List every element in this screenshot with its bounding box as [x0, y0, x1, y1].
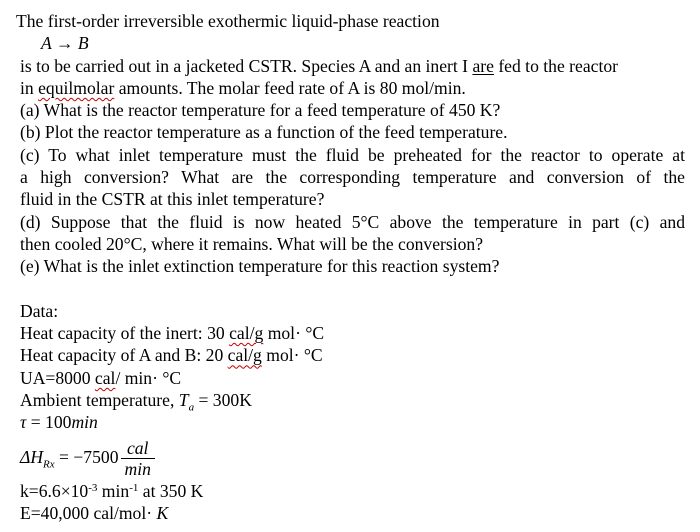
space-time: [20, 411, 685, 433]
math-unit: min: [71, 412, 98, 433]
superscript: -3: [88, 481, 98, 494]
text-segment: UA=8000: [20, 367, 95, 388]
text-segment: = 300K: [194, 390, 252, 411]
text-segment: Ambient temperature,: [20, 390, 179, 411]
text-segment: in: [20, 77, 39, 98]
description-line-2: [20, 77, 685, 99]
spellcheck-flagged-word: equilmolar: [38, 77, 115, 98]
rate-constant: [20, 480, 685, 502]
math-symbol: τ: [20, 412, 27, 433]
problem-document: [16, 10, 685, 524]
text-segment: is to be carried out in a jacketed CSTR. Species A and an inert I: [20, 55, 473, 76]
text-segment: Heat capacity of the inert: 30: [20, 323, 230, 344]
part-b: (b) Plot the reactor temperature as a function of the feed temperature.: [20, 122, 508, 143]
heat-capacity-inert: [20, 322, 685, 344]
text-segment: mol· °C: [263, 323, 325, 344]
spellcheck-flagged-word: cal: [94, 367, 116, 388]
text-segment: Heat capacity of A and B: 20: [20, 345, 228, 366]
heat-of-reaction: [20, 434, 685, 480]
math-unit: K: [156, 502, 169, 523]
text-segment: k=6.6×10: [20, 480, 89, 501]
activation-energy: [20, 502, 685, 524]
part-d-line-2: then cooled 20°C, where it remains. What will be the conversion?: [20, 233, 484, 254]
heat-capacity-ab: [20, 344, 685, 366]
reaction-equation: A → B: [41, 33, 89, 54]
text-segment: E=40,000 cal/mol·: [20, 502, 157, 523]
text-segment: fed to the reactor: [493, 55, 618, 76]
spellcheck-flagged-word: cal/g: [229, 323, 264, 344]
ua-value: [20, 367, 685, 389]
math-subscript: a: [188, 401, 195, 414]
spellcheck-flagged-word: cal/g: [227, 345, 262, 366]
data-heading: Data:: [20, 300, 59, 321]
part-c-line-3: fluid in the CSTR at this inlet temperature?: [20, 189, 325, 210]
text-segment: amounts. The molar feed rate of A is 80 mol/min.: [114, 77, 466, 98]
text-segment: = 100: [26, 412, 72, 433]
part-c-line-2: a high conversion? What are the corresponding temperature and conversion of the: [20, 167, 685, 188]
fraction: [121, 438, 155, 479]
math-subscript: Rx: [43, 458, 55, 471]
superscript: -1: [129, 481, 139, 494]
part-e: (e) What is the inlet extinction temperature for this reaction system?: [20, 256, 500, 277]
description-line-1: [20, 55, 685, 77]
spacer: [20, 278, 685, 300]
math-symbol: T: [178, 390, 189, 411]
text-segment: at 350 K: [138, 480, 204, 501]
text-segment: / min· °C: [115, 367, 182, 388]
fraction-numerator: cal: [126, 438, 149, 459]
text-segment: = −7500: [54, 446, 119, 467]
math-symbol: ΔH: [20, 446, 44, 467]
part-c-line-1: (c) To what inlet temperature must the fluid be preheated for the reactor to operate at: [20, 144, 685, 165]
grammar-flagged-word: are: [472, 55, 494, 76]
part-a: (a) What is the reactor temperature for a feed temperature of 450 K?: [20, 100, 501, 121]
part-d-line-1: (d) Suppose that the fluid is now heated 5°C above the temperature in part (c) and: [20, 211, 685, 232]
text-segment: mol· °C: [261, 345, 323, 366]
text-segment: min: [97, 480, 130, 501]
ambient-temperature: [20, 389, 685, 414]
fraction-denominator: min: [121, 458, 155, 479]
intro-line: The first-order irreversible exothermic liquid-phase reaction: [16, 11, 440, 31]
